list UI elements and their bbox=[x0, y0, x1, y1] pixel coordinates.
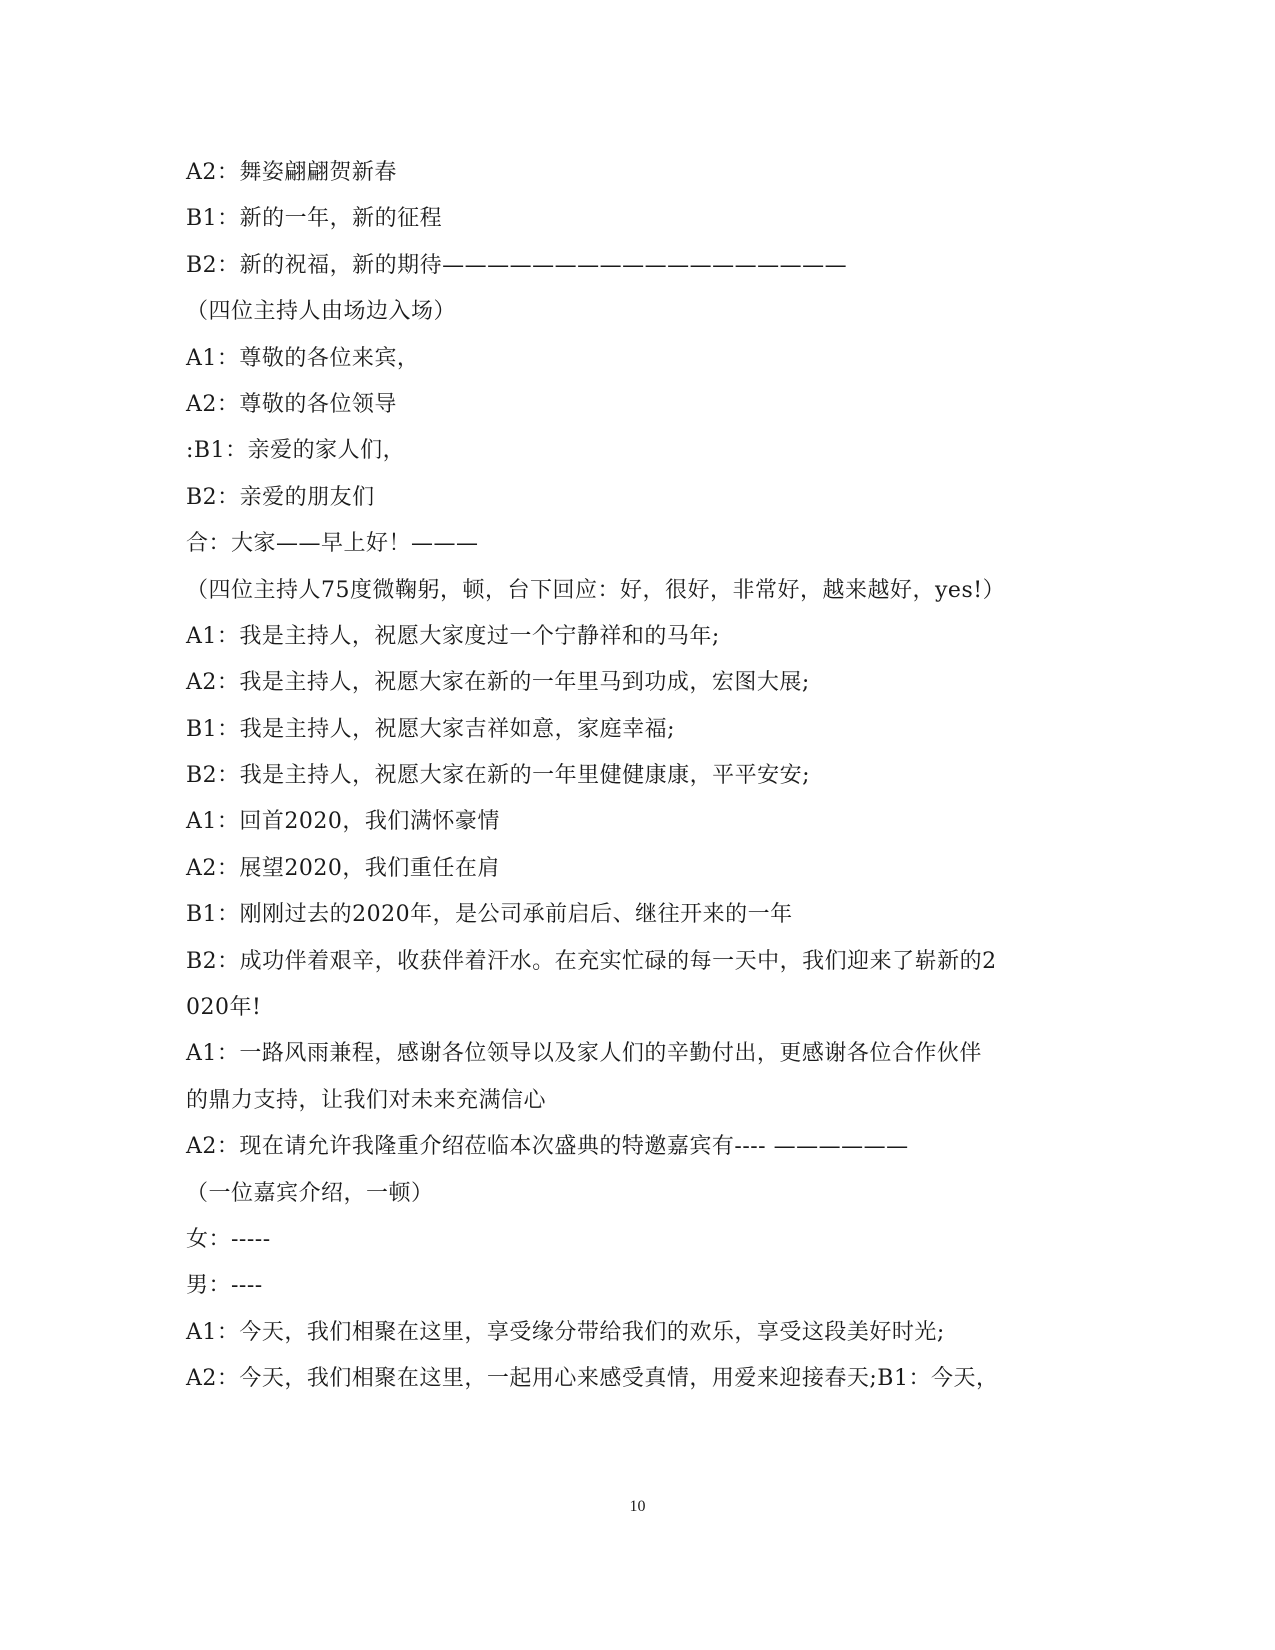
script-line: A1：我是主持人，祝愿大家度过一个宁静祥和的马年; bbox=[186, 623, 720, 649]
script-line: A1：一路风雨兼程，感谢各位领导以及家人们的辛勤付出，更感谢各位合作伙伴 bbox=[186, 1041, 982, 1067]
script-line: B2：新的祝福，新的期待—————————————————— bbox=[186, 252, 848, 278]
script-line: 合：大家——早上好！——— bbox=[186, 531, 479, 557]
script-text-body bbox=[186, 150, 1046, 1403]
page-number: 10 bbox=[629, 1498, 646, 1515]
script-line: B2：成功伴着艰辛，收获伴着汗水。在充实忙碌的每一天中，我们迎来了崭新的2 bbox=[186, 948, 997, 974]
script-line: B1：刚刚过去的2020年，是公司承前启后、继往开来的一年 bbox=[186, 902, 793, 928]
script-line: A2：现在请允许我隆重介绍莅临本次盛典的特邀嘉宾有---- —————— bbox=[186, 1134, 909, 1160]
script-line: :B1：亲爱的家人们， bbox=[186, 438, 406, 464]
script-line: A1：尊敬的各位来宾， bbox=[186, 345, 420, 371]
script-line: （四位主持人由场边入场） bbox=[186, 299, 457, 325]
script-line: 男：---- bbox=[186, 1273, 263, 1299]
script-line: B1：我是主持人，祝愿大家吉祥如意，家庭幸福; bbox=[186, 716, 676, 742]
script-line: A2：今天，我们相聚在这里，一起用心来感受真情，用爱来迎接春天;B1：今天， bbox=[186, 1366, 999, 1392]
script-line: A1：今天，我们相聚在这里，享受缘分带给我们的欢乐，享受这段美好时光; bbox=[186, 1319, 945, 1345]
script-line: （一位嘉宾介绍，一顿） bbox=[186, 1180, 434, 1206]
script-line: A2：尊敬的各位领导 bbox=[186, 391, 397, 417]
script-line: A2：展望2020，我们重任在肩 bbox=[186, 855, 500, 881]
script-line: A2：我是主持人，祝愿大家在新的一年里马到功成，宏图大展; bbox=[186, 670, 810, 696]
script-line: B2：我是主持人，祝愿大家在新的一年里健健康康，平平安安; bbox=[186, 763, 811, 789]
script-line: 女：----- bbox=[186, 1226, 271, 1252]
script-line: （四位主持人75度微鞠躬，顿，台下回应：好，很好，非常好，越来越好，yes!） bbox=[186, 577, 1006, 603]
script-line: A1：回首2020，我们满怀豪情 bbox=[186, 809, 500, 835]
script-line: 020年! bbox=[186, 995, 262, 1021]
script-line: B2：亲爱的朋友们 bbox=[186, 484, 375, 510]
script-line: A2：舞姿翩翩贺新春 bbox=[186, 160, 397, 185]
script-line: B1：新的一年，新的征程 bbox=[186, 206, 443, 232]
script-line: 的鼎力支持，让我们对未来充满信心 bbox=[186, 1087, 547, 1113]
